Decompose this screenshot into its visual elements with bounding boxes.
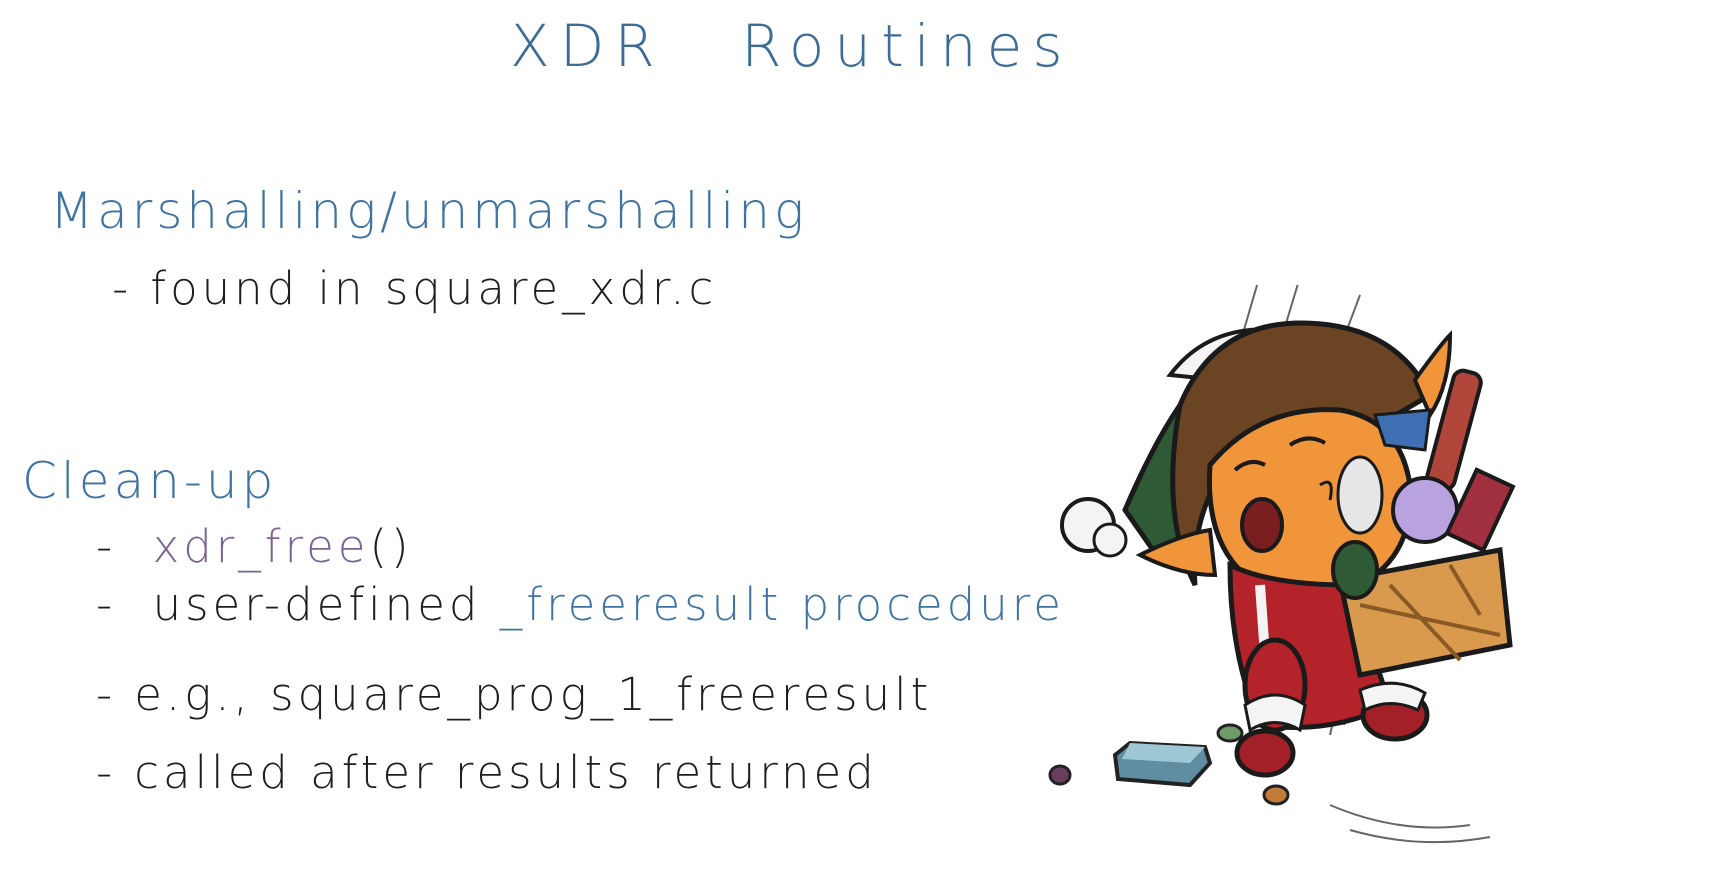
bullet-dash: - (96, 520, 117, 573)
example-text: e.g., square_prog_1_freeresult (134, 668, 933, 721)
function-parens: () (369, 520, 413, 573)
elf-carrying-toy-box-icon (1030, 285, 1690, 845)
cleanup-bullet-xdr-free (96, 520, 413, 573)
floor-marble-icon (1218, 725, 1242, 741)
user-defined-prefix: user-defined (152, 578, 500, 631)
cleanup-bullet-user-defined (96, 578, 1065, 631)
bullet-dash: - (96, 578, 117, 631)
bullet-dash: - (96, 746, 117, 799)
bullet-text: found in square_xdr.c (150, 262, 718, 315)
bullet-dash: - (112, 262, 133, 315)
cleanup-heading: Clean-up (22, 452, 278, 510)
marshalling-heading: Marshalling/unmarshalling (50, 182, 808, 240)
xdr-free-function: xdr_free (152, 520, 370, 573)
called-after-text: called after results returned (134, 746, 878, 799)
floor-marble-icon (1264, 786, 1288, 804)
floor-marble-icon (1050, 766, 1070, 784)
freeresult-procedure: _freeresult procedure (499, 578, 1065, 631)
marshalling-bullet (112, 262, 717, 315)
bullet-dash: - (96, 668, 117, 721)
cleanup-bullet-example (96, 668, 932, 721)
cleanup-bullet-called-after (96, 746, 878, 799)
page-title: XDR Routines (510, 12, 1073, 80)
floor-block-icon (1115, 743, 1210, 785)
